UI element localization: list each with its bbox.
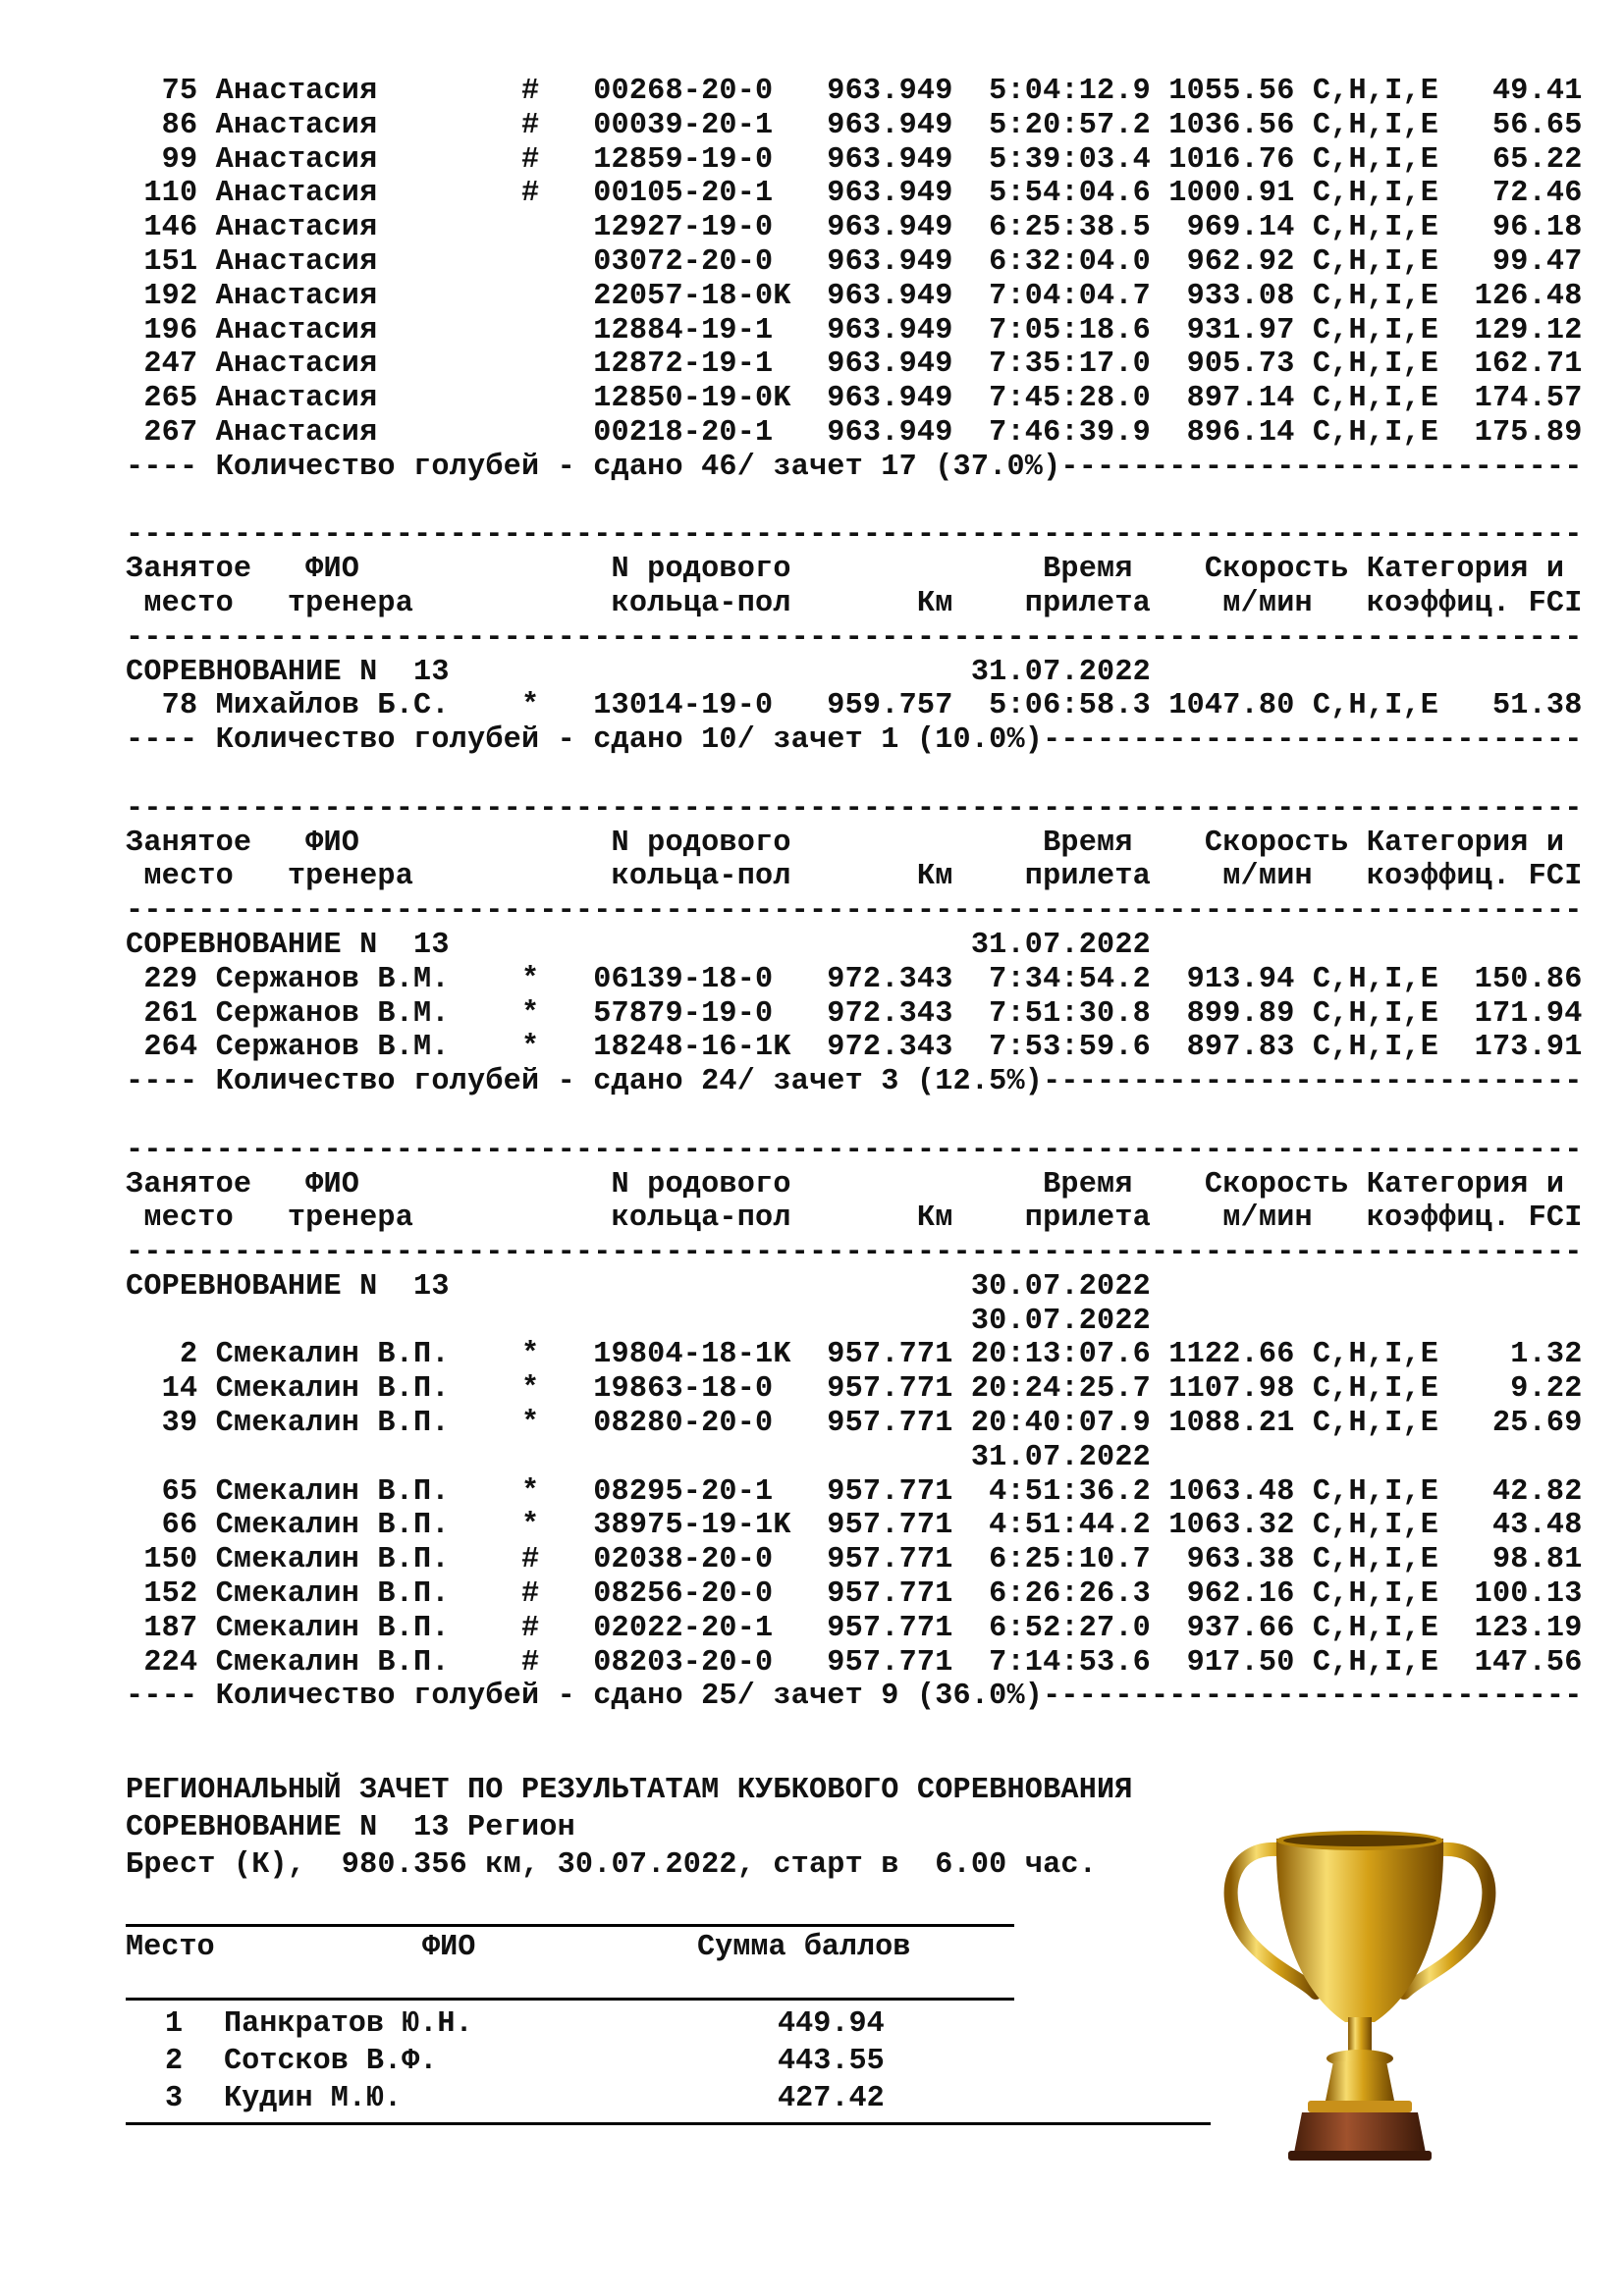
row-1-name: Панкратов Ю.Н. bbox=[224, 2007, 473, 2041]
result-line: 2 Смекалин В.П. * 19804-18-1K 957.771 20:13:07.6 1122.66 C,H,I,E 1.32 bbox=[126, 1338, 1583, 1372]
result-line: 224 Смекалин В.П. # 08203-20-0 957.771 7:14:53.6 917.50 C,H,I,E 147.56 bbox=[126, 1645, 1583, 1680]
result-line: СОРЕВНОВАНИЕ N 13 31.07.2022 bbox=[126, 655, 1151, 689]
result-line: Занятое ФИО N родового Время Скорость Категория и bbox=[126, 553, 1565, 587]
regional-subtitle: СОРЕВНОВАНИЕ N 13 Регион bbox=[126, 1811, 575, 1844]
result-line: 65 Смекалин В.П. * 08295-20-1 957.771 4:51:36.2 1063.48 C,H,I,E 42.82 bbox=[126, 1474, 1583, 1509]
table-top-rule bbox=[126, 1924, 1014, 1927]
result-line: Занятое ФИО N родового Время Скорость Категория и bbox=[126, 826, 1565, 860]
row-3-name: Кудин М.Ю. bbox=[224, 2082, 403, 2115]
blank-line bbox=[126, 485, 1598, 519]
result-line: 187 Смекалин В.П. # 02022-20-1 957.771 6:52:27.0 937.66 C,H,I,E 123.19 bbox=[126, 1611, 1583, 1645]
row-2-place: 2 bbox=[165, 2045, 184, 2078]
result-line: 192 Анастасия 22057-18-0K 963.949 7:04:04.7 933.08 C,H,I,E 126.48 bbox=[126, 279, 1583, 313]
result-line: --------------------------------------------------------------------------------- bbox=[126, 518, 1583, 553]
blank-line bbox=[126, 1099, 1598, 1134]
table-header-rule bbox=[126, 1998, 1014, 2001]
result-line: место тренера кольца-пол Км прилета м/мин коэффиц. FCI bbox=[126, 860, 1583, 894]
row-1-place: 1 bbox=[165, 2007, 184, 2041]
result-line: 150 Смекалин В.П. # 02038-20-0 957.771 6:25:10.7 963.38 C,H,I,E 98.81 bbox=[126, 1543, 1583, 1577]
result-line: 261 Сержанов В.М. * 57879-19-0 972.343 7:51:30.8 899.89 C,H,I,E 171.94 bbox=[126, 996, 1583, 1031]
result-line: --------------------------------------------------------------------------------- bbox=[126, 791, 1583, 826]
result-line: 99 Анастасия # 12859-19-0 963.949 5:39:03.4 1016.76 C,H,I,E 65.22 bbox=[126, 142, 1583, 177]
result-line: 267 Анастасия 00218-20-1 963.949 7:46:39.9 896.14 C,H,I,E 175.89 bbox=[126, 415, 1583, 450]
result-line: 30.07.2022 bbox=[126, 1304, 1151, 1338]
result-line: 152 Смекалин В.П. # 08256-20-0 957.771 6:26:26.3 962.16 C,H,I,E 100.13 bbox=[126, 1577, 1583, 1612]
result-line: 66 Смекалин В.П. * 38975-19-1K 957.771 4:51:44.2 1063.32 C,H,I,E 43.48 bbox=[126, 1509, 1583, 1543]
result-line: 196 Анастасия 12884-19-1 963.949 7:05:18.6 931.97 C,H,I,E 129.12 bbox=[126, 313, 1583, 347]
row-3-sum: 427.42 bbox=[778, 2082, 885, 2115]
result-line: 229 Сержанов В.М. * 06139-18-0 972.343 7:34:54.2 913.94 C,H,I,E 150.86 bbox=[126, 962, 1583, 996]
row-2-sum: 443.55 bbox=[778, 2045, 885, 2078]
row-3-place: 3 bbox=[165, 2082, 184, 2115]
result-line: ---- Количество голубей - сдано 24/ зачет 3 (12.5%)------------------------------ bbox=[126, 1065, 1583, 1099]
row-2-name: Сотсков В.Ф. bbox=[224, 2045, 438, 2078]
result-line: ---- Количество голубей - сдано 10/ зачет 1 (10.0%)------------------------------ bbox=[126, 723, 1583, 758]
result-line: 78 Михайлов Б.С. * 13014-19-0 959.757 5:06:58.3 1047.80 C,H,I,E 51.38 bbox=[126, 689, 1583, 723]
blank-line bbox=[126, 758, 1598, 792]
regional-details: Брест (К), 980.356 км, 30.07.2022, старт в 6.00 час. bbox=[126, 1848, 1098, 1882]
result-line: 31.07.2022 bbox=[126, 1440, 1151, 1474]
header-place: Место bbox=[126, 1931, 215, 1964]
result-line: СОРЕВНОВАНИЕ N 13 30.07.2022 bbox=[126, 1269, 1151, 1304]
result-line: 146 Анастасия 12927-19-0 963.949 6:25:38.5 969.14 C,H,I,E 96.18 bbox=[126, 211, 1583, 245]
result-line: 39 Смекалин В.П. * 08280-20-0 957.771 20:40:07.9 1088.21 C,H,I,E 25.69 bbox=[126, 1407, 1583, 1441]
result-line: место тренера кольца-пол Км прилета м/мин коэффиц. FCI bbox=[126, 1201, 1583, 1236]
result-line: --------------------------------------------------------------------------------- bbox=[126, 894, 1583, 929]
row-1-sum: 449.94 bbox=[778, 2007, 885, 2041]
result-line: 264 Сержанов В.М. * 18248-16-1K 972.343 7:53:59.6 897.83 C,H,I,E 173.91 bbox=[126, 1031, 1583, 1065]
result-line: ---- Количество голубей - сдано 46/ зачет 17 (37.0%)----------------------------- bbox=[126, 450, 1583, 484]
result-line: 151 Анастасия 03072-20-0 963.949 6:32:04.0 962.92 C,H,I,E 99.47 bbox=[126, 244, 1583, 279]
regional-section bbox=[126, 1772, 1304, 1884]
header-sum: Сумма баллов bbox=[697, 1931, 911, 1964]
regional-title: РЕГИОНАЛЬНЫЙ ЗАЧЕТ ПО РЕЗУЛЬТАТАМ КУБКОВОГО СОРЕВНОВАНИЯ bbox=[126, 1774, 1133, 1807]
results-listing bbox=[126, 75, 1598, 1714]
result-line: ---- Количество голубей - сдано 25/ зачет 9 (36.0%)------------------------------ bbox=[126, 1680, 1583, 1714]
result-line: 75 Анастасия # 00268-20-0 963.949 5:04:12.9 1055.56 C,H,I,E 49.41 bbox=[126, 75, 1583, 108]
header-name: ФИО bbox=[422, 1931, 476, 1964]
result-line: --------------------------------------------------------------------------------- bbox=[126, 1236, 1583, 1270]
result-line: 14 Смекалин В.П. * 19863-18-0 957.771 20:24:25.7 1107.98 C,H,I,E 9.22 bbox=[126, 1372, 1583, 1407]
result-line: Занятое ФИО N родового Время Скорость Категория и bbox=[126, 1167, 1565, 1201]
result-line: СОРЕВНОВАНИЕ N 13 31.07.2022 bbox=[126, 928, 1151, 962]
result-line: --------------------------------------------------------------------------------- bbox=[126, 1133, 1583, 1167]
result-line: --------------------------------------------------------------------------------- bbox=[126, 620, 1583, 655]
result-line: 247 Анастасия 12872-19-1 963.949 7:35:17.0 905.73 C,H,I,E 162.71 bbox=[126, 347, 1583, 382]
result-line: место тренера кольца-пол Км прилета м/мин коэффиц. FCI bbox=[126, 586, 1583, 620]
result-line: 86 Анастасия # 00039-20-1 963.949 5:20:57.2 1036.56 C,H,I,E 56.65 bbox=[126, 108, 1583, 142]
trophy-icon bbox=[1218, 1821, 1502, 2164]
result-line: 265 Анастасия 12850-19-0K 963.949 7:45:28.0 897.14 C,H,I,E 174.57 bbox=[126, 382, 1583, 416]
result-line: 110 Анастасия # 00105-20-1 963.949 5:54:04.6 1000.91 C,H,I,E 72.46 bbox=[126, 177, 1583, 211]
table-bottom-rule bbox=[126, 2122, 1211, 2125]
